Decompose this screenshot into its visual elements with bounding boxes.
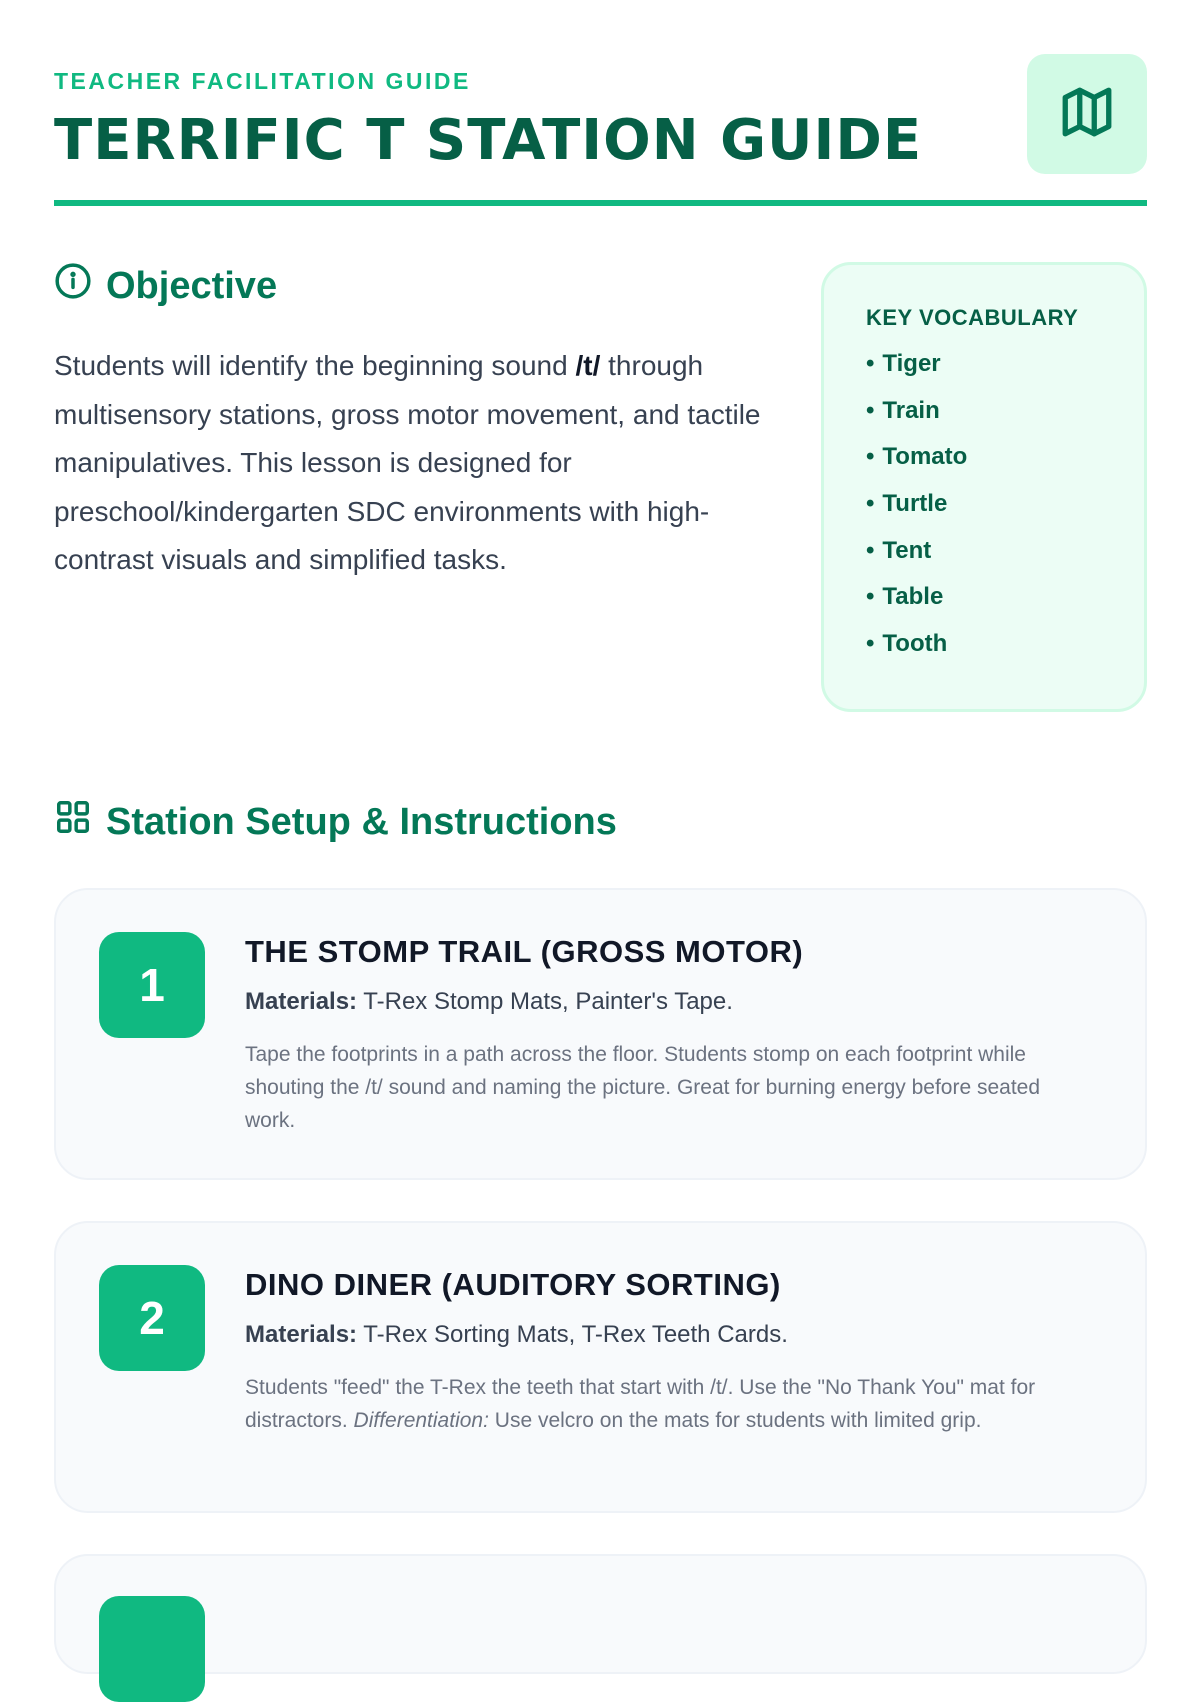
objective-heading-text: Objective bbox=[106, 264, 278, 307]
materials-label: Materials: bbox=[245, 1321, 358, 1348]
station-number-badge bbox=[99, 1596, 205, 1702]
key-vocabulary-box bbox=[821, 262, 1147, 712]
description-text: Tape the footprints in a path across the floor. Students stomp on each footprint while shouting the /t/ sound and naming the picture. Great for burning energy before seated work. bbox=[245, 1043, 1041, 1132]
stations-heading bbox=[54, 798, 617, 846]
vocabulary-word: • Table bbox=[866, 582, 1144, 629]
vocabulary-word: • Turtle bbox=[866, 489, 1144, 536]
description-emphasis: Differentiation: bbox=[353, 1409, 489, 1432]
objective-section bbox=[54, 262, 774, 585]
page-title: TERRIFIC T STATION GUIDE bbox=[54, 108, 923, 173]
station-description bbox=[245, 1038, 1085, 1137]
station-title: THE STOMP TRAIL (GROSS MOTOR) bbox=[245, 934, 804, 969]
vocabulary-word: • Tomato bbox=[866, 442, 1144, 489]
materials-label: Materials: bbox=[245, 988, 358, 1015]
facilitation-guide-page bbox=[54, 0, 1147, 1432]
materials-list: T-Rex Sorting Mats, T-Rex Teeth Cards. bbox=[357, 1321, 788, 1348]
vocabulary-word: • Tooth bbox=[866, 629, 1144, 676]
target-sound: /t/ bbox=[575, 350, 601, 381]
guide-eyebrow: TEACHER FACILITATION GUIDE bbox=[54, 68, 471, 94]
stations-heading-text: Station Setup & Instructions bbox=[106, 800, 617, 843]
header-divider bbox=[54, 200, 1147, 206]
grid-icon bbox=[54, 798, 92, 846]
vocabulary-list bbox=[866, 349, 1144, 676]
map-icon bbox=[1058, 83, 1116, 146]
station-card-partial bbox=[54, 1554, 1147, 1674]
objective-text-end: through multisensory stations, gross motor movement, and tactile manipulatives. This lesson is designed for preschool/kindergarten SDC environments with high-contrast visuals and simplified tasks. bbox=[54, 350, 761, 575]
station-card bbox=[54, 888, 1147, 1180]
vocabulary-word: • Train bbox=[866, 396, 1144, 443]
station-title: DINO DINER (AUDITORY SORTING) bbox=[245, 1267, 781, 1302]
materials-list: T-Rex Stomp Mats, Painter's Tape. bbox=[357, 988, 733, 1015]
objective-text-start: Students will identify the beginning sound bbox=[54, 350, 576, 381]
guide-header bbox=[54, 0, 1147, 208]
vocabulary-word: • Tent bbox=[866, 536, 1144, 583]
station-number-badge: 2 bbox=[99, 1265, 205, 1371]
station-card bbox=[54, 1221, 1147, 1513]
objective-text bbox=[54, 342, 774, 585]
map-badge bbox=[1027, 54, 1147, 174]
description-text: Students "feed" the T-Rex the teeth that start with /t/. Use the "No Thank You" mat for distractors. bbox=[245, 1376, 1036, 1432]
objective-heading bbox=[54, 262, 774, 310]
vocabulary-title: KEY VOCABULARY bbox=[866, 305, 1079, 330]
station-materials bbox=[245, 988, 733, 1016]
description-text-end: Use velcro on the mats for students with limited grip. bbox=[488, 1409, 982, 1432]
station-number-badge: 1 bbox=[99, 932, 205, 1038]
info-icon bbox=[54, 262, 92, 310]
station-description bbox=[245, 1371, 1085, 1437]
station-materials bbox=[245, 1321, 788, 1349]
vocabulary-word: • Tiger bbox=[866, 349, 1144, 396]
